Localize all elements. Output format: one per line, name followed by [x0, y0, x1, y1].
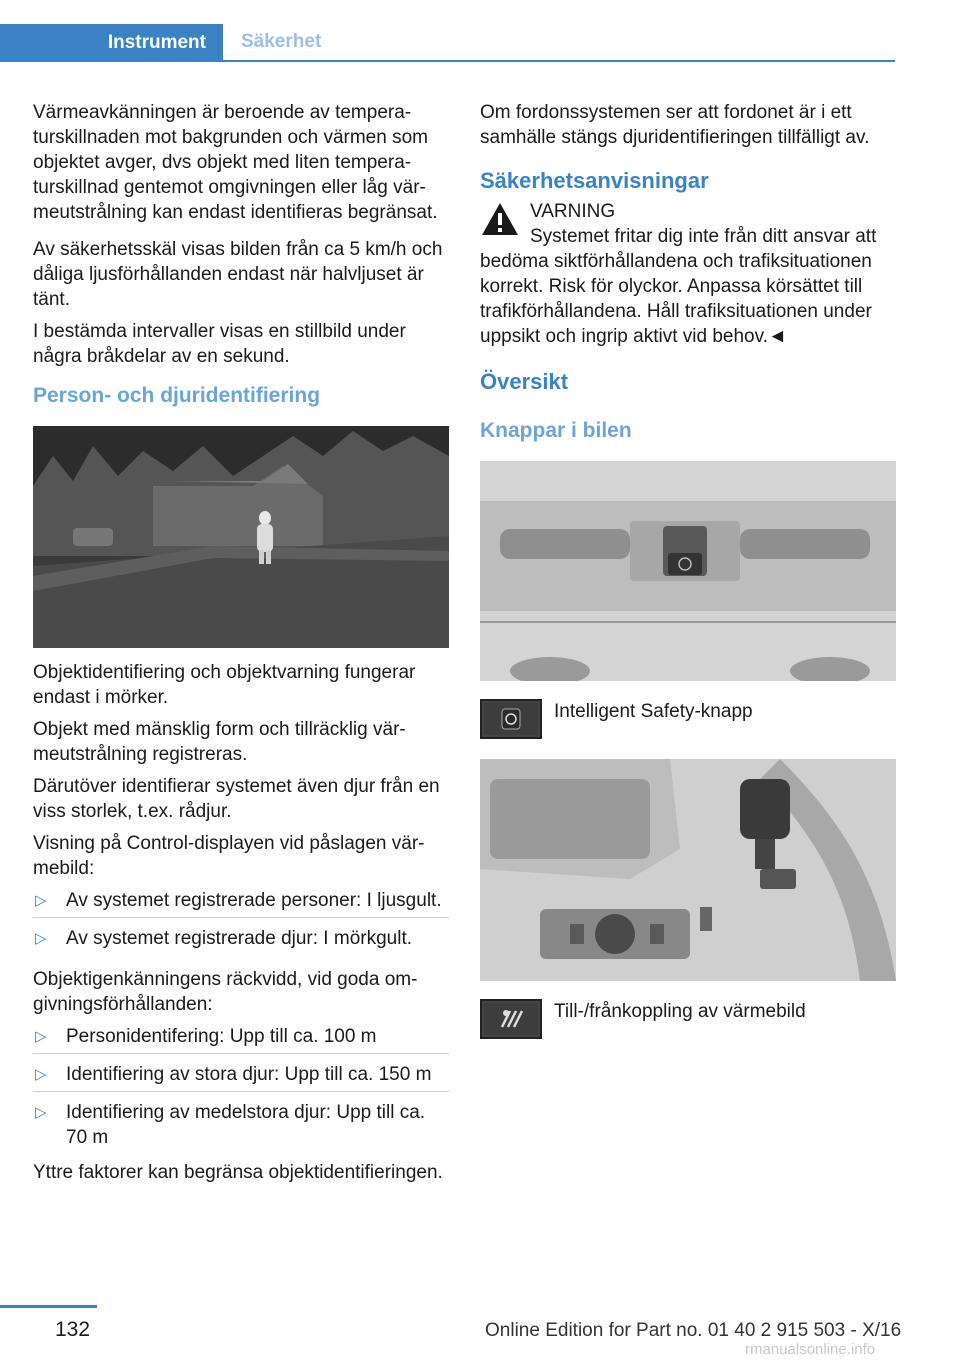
button-label: Intelligent Safety-knapp [554, 701, 753, 722]
divider [33, 1053, 449, 1054]
list-item [33, 1062, 449, 1087]
tab-instrument[interactable]: Instrument [0, 24, 223, 62]
detection-list [33, 888, 449, 951]
triangle-right-icon: ▷ [35, 1066, 47, 1083]
right-column [480, 100, 896, 1039]
paragraph: Värmeavkänningen är beroende av temperaturskillnaden mot bakgrunden och värmen som objektet avger, dvs objekt med liten temperaturskillnad gentemot omgivningen eller låg värmeutstrålning kan endast identifieras begränsat. [33, 102, 438, 223]
intelligent-safety-button-icon [480, 699, 542, 739]
warning-text: Systemet fritar dig inte från ditt ansvar att bedöma siktförhållandena och trafiksituationen korrekt. Risk för olyckor. Anpassa körsättet till trafikförhållandena. Håll trafiksituationen under uppsikt och ingrip aktivt vid behov.◄ [480, 226, 877, 347]
paragraph: Objektidentifiering och objektvarning fungerar endast i mörker. [33, 662, 416, 708]
divider [33, 1091, 449, 1092]
paragraph: Yttre faktorer kan begränsa objektidentifieringen. [33, 1162, 443, 1183]
list-item [33, 1024, 449, 1049]
thermal-image [33, 426, 449, 648]
button-row [480, 699, 896, 739]
warning-triangle-icon [480, 201, 520, 237]
list-item [33, 888, 449, 913]
paragraph: Därutöver identifierar systemet även djur från en viss storlek, t.ex. rådjur. [33, 776, 440, 822]
list-item [33, 926, 449, 951]
range-list [33, 1024, 449, 1150]
edition-text: Online Edition for Part no. 01 40 2 915 503 - X/16 [485, 1320, 902, 1341]
paragraph: Visning på Control-displayen vid påslagen värmebild: [33, 833, 425, 879]
button-row [480, 999, 896, 1039]
dashboard-image [480, 461, 896, 681]
list-item-text: Identifiering av stora djur: Upp till ca. 150 m [66, 1064, 432, 1085]
list-item-text: Identifiering av medelstora djur: Upp till ca. 70 m [66, 1102, 426, 1148]
paragraph: Av säkerhetsskäl visas bilden från ca 5 km/h och dåliga ljusförhållanden endast när halvljuset är tänt. [33, 239, 443, 310]
page-number: 132 [55, 1318, 91, 1341]
paragraph: I bestämda intervaller visas en stillbild under några bråkdelar av en sekund. [33, 321, 406, 367]
paragraph: Objektigenkänningens räckvidd, vid goda omgivningsförhållanden: [33, 969, 418, 1015]
paragraph: Om fordonssystemen ser att fordonet är i ett samhälle stängs djuridentifieringen tillfälligt av. [480, 102, 870, 148]
triangle-right-icon: ▷ [35, 892, 47, 909]
light-switch-panel [480, 759, 896, 981]
triangle-right-icon: ▷ [35, 1104, 47, 1121]
divider [33, 917, 449, 918]
section-heading: Person- och djuridentifiering [33, 384, 321, 407]
triangle-right-icon: ▷ [35, 930, 47, 947]
button-label: Till-/frånkoppling av värmebild [554, 1001, 806, 1022]
steering-area-image [480, 759, 896, 981]
paragraph: Objekt med mänsklig form och tillräcklig värmeutstrålning registreras. [33, 719, 406, 765]
thermal-night-scene [33, 426, 449, 648]
list-item-text: Av systemet registrerade personer: I ljusgult. [66, 890, 442, 911]
triangle-right-icon: ▷ [35, 1028, 47, 1045]
chapter-tabs [0, 24, 895, 62]
center-console-vents [480, 461, 896, 681]
left-column [33, 100, 449, 1197]
night-vision-button-icon [480, 999, 542, 1039]
tab-sakerhet[interactable]: Säkerhet [223, 24, 895, 62]
warning-block [480, 199, 896, 349]
watermark: rmanualsonline.info [745, 1341, 876, 1358]
list-item-text: Personidentifering: Upp till ca. 100 m [66, 1026, 377, 1047]
warning-title: VARNING [530, 201, 616, 222]
list-item [33, 1100, 449, 1150]
subsection-heading: Knappar i bilen [480, 419, 632, 442]
section-heading: Översikt [480, 369, 569, 394]
list-item-text: Av systemet registrerade djur: I mörkgult. [66, 928, 412, 949]
section-heading: Säkerhetsanvisningar [480, 168, 709, 193]
footer-accent-line [0, 1305, 97, 1308]
